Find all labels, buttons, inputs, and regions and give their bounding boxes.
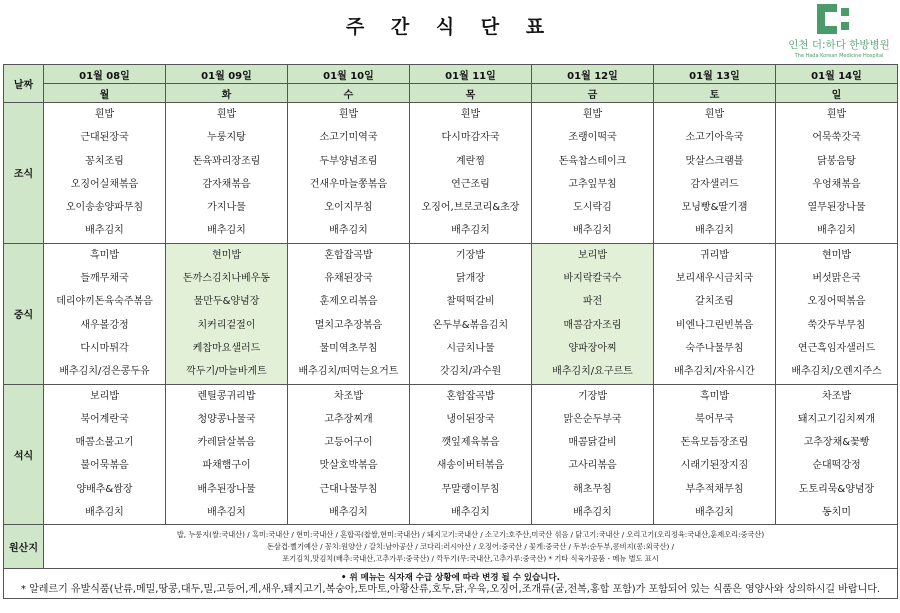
menu-item: 배추김치 — [695, 225, 734, 237]
menu-item: 무말랭이무침 — [441, 483, 500, 495]
menu-item: 버섯맑은국 — [812, 273, 861, 285]
menu-item: 보리밥 — [90, 390, 119, 402]
menu-item: 소고기미역국 — [319, 132, 378, 144]
breakfast-day-cell — [166, 103, 288, 244]
menu-item: 모닝빵&딸기잼 — [681, 202, 748, 214]
lunch-day-cell — [44, 243, 166, 384]
menu-item: 흰밥 — [826, 109, 847, 120]
menu-item: 혼합잡곡밥 — [324, 249, 373, 261]
menu-item: 매콤감자조림 — [563, 319, 622, 331]
menu-item: 바지락칼국수 — [563, 273, 622, 285]
menu-item: 깍두기/마늘바게트 — [186, 366, 267, 378]
menu-item: 돼지고기김치찌개 — [797, 413, 876, 425]
weekday-cell: 화 — [166, 84, 288, 103]
menu-item: 멸치고추장볶음 — [314, 319, 383, 331]
breakfast-day-cell — [532, 103, 654, 244]
menu-item: 닭개장 — [456, 273, 485, 285]
breakfast-label: 조식 — [4, 103, 44, 244]
menu-item: 유채된장국 — [324, 273, 373, 285]
menu-item: 해초무침 — [573, 483, 612, 495]
menu-item: 맑은순두부국 — [563, 413, 622, 425]
menu-item: 흰밥 — [704, 109, 725, 120]
menu-item: 연근흑임자샐러드 — [797, 342, 876, 354]
menu-item: 고사리볶음 — [568, 460, 617, 472]
menu-item: 고추장찌개 — [324, 413, 373, 425]
menu-item: 배추김치 — [573, 507, 612, 519]
lunch-label: 중식 — [4, 243, 44, 384]
menu-item: 어묵쑥갓국 — [812, 132, 861, 144]
menu-item: 배추김치 — [695, 507, 734, 519]
notice-row — [4, 569, 898, 599]
date-cell: 01월 10일 — [288, 65, 410, 84]
menu-item: 고추장채&꽃빵 — [803, 437, 870, 449]
dinner-row — [4, 384, 898, 525]
menu-item: 배추김치/떠먹는요거트 — [298, 366, 399, 378]
menu-item: 오이송송양파무침 — [65, 202, 144, 214]
menu-item: 양파장아찌 — [568, 342, 617, 354]
menu-item: 비엔나그린빈볶음 — [675, 319, 754, 331]
menu-item: 북어무국 — [695, 413, 734, 425]
menu-item: 꽁치조림 — [85, 155, 124, 167]
lunch-day-cell — [776, 243, 898, 384]
menu-item: 누룽지탕 — [207, 132, 246, 144]
lunch-day-cell — [654, 243, 776, 384]
menu-item: 배추된장나물 — [197, 483, 256, 495]
menu-item: 고추잎무침 — [568, 178, 617, 190]
menu-item: 쑥갓두부무침 — [807, 319, 866, 331]
menu-item: 귀리밥 — [700, 249, 729, 261]
menu-item: 배추김치 — [817, 225, 856, 237]
menu-item: 열무된장나물 — [807, 202, 866, 214]
notice-main: • 위 메뉴는 식자재 수급 상황에 따라 변경 될 수 있습니다. — [341, 572, 560, 583]
menu-item: 흑미밥 — [90, 249, 119, 261]
menu-item: 보리밥 — [578, 249, 607, 261]
menu-item: 배추김치 — [573, 225, 612, 237]
menu-item: 파전 — [582, 296, 603, 308]
menu-item: 배추김치 — [329, 507, 368, 519]
hospital-logo — [779, 2, 899, 64]
menu-item: 계란찜 — [456, 155, 485, 167]
menu-item: 배추김치 — [451, 225, 490, 237]
menu-item: 돈육꽈리장조림 — [192, 155, 261, 167]
menu-item: 훈제오리볶음 — [319, 296, 378, 308]
menu-item: 배추김치 — [451, 507, 490, 519]
origin-line: 밥, 누룽지(쌀:국내산) / 흑미:국내산 / 현미:국내산 / 혼합곡(찹쌀,현미:국내산) / 돼지고기:국내산 / 소고기:호주산,미국산 섞음 / 닭고기:국내산 / 오리고기(오리정육:국내산,훈제오리:중국산) — [176, 529, 765, 539]
menu-item: 흰밥 — [582, 109, 603, 120]
menu-item: 냉이된장국 — [446, 413, 495, 425]
date-cell: 01월 08일 — [44, 65, 166, 84]
dinner-day-cell — [166, 384, 288, 525]
weekday-cell: 금 — [532, 84, 654, 103]
dinner-day-cell — [44, 384, 166, 525]
menu-item: 배추김치 — [207, 225, 246, 237]
menu-item: 건새우마늘쫑볶음 — [309, 178, 388, 190]
lunch-day-cell — [410, 243, 532, 384]
menu-item: 도토리묵&양념장 — [798, 483, 875, 495]
page-title: 주 간 식 단 표 — [345, 16, 555, 38]
date-row — [4, 65, 898, 84]
origin-info — [44, 525, 898, 569]
menu-item: 순대떡강정 — [812, 460, 861, 472]
breakfast-day-cell — [776, 103, 898, 244]
weekday-cell: 월 — [44, 84, 166, 103]
menu-item: 배추김치/요구르트 — [552, 366, 633, 378]
menu-item: 시금치나물 — [446, 342, 495, 354]
lunch-day-cell — [532, 243, 654, 384]
menu-item: 감자채볶음 — [202, 178, 251, 190]
menu-item: 흰밥 — [460, 109, 481, 120]
menu-item: 돈육찹스테이크 — [558, 155, 627, 167]
menu-item: 기장밥 — [456, 249, 485, 261]
menu-item: 현미밥 — [822, 249, 851, 261]
origin-row — [4, 525, 898, 569]
menu-item: 배추김치 — [85, 507, 124, 519]
lunch-day-cell — [166, 243, 288, 384]
menu-item: 오징어떡볶음 — [807, 296, 866, 308]
menu-item: 두부양념조림 — [319, 155, 378, 167]
menu-item: 오징어,브로코리&초장 — [421, 202, 520, 214]
menu-item: 온두부&볶음김치 — [432, 319, 509, 331]
menu-item: 닭봉음탕 — [817, 155, 856, 167]
origin-line: 포기김치,맛김치(배추:국내산,고추가루:중국산) / 깍두기(무:국내산,고추가루:중국산) * 기타 식육가공품 - 메뉴 별도 표시 — [282, 553, 659, 563]
menu-item: 북어계란국 — [80, 413, 129, 425]
menu-item: 흰밥 — [94, 109, 115, 120]
menu-item: 가지나물 — [207, 202, 246, 214]
menu-item: 돈까스김치나베우동 — [183, 273, 270, 285]
menu-item: 돈육모듬장조림 — [680, 437, 749, 449]
menu-item: 부추적채무침 — [685, 483, 744, 495]
menu-item: 차조밥 — [334, 390, 363, 402]
menu-item: 배추김치 — [207, 507, 246, 519]
menu-item: 기장밥 — [578, 390, 607, 402]
date-cell: 01월 09일 — [166, 65, 288, 84]
menu-item: 흰밥 — [216, 109, 237, 120]
date-cell: 01월 13일 — [654, 65, 776, 84]
menu-item: 근대나물무침 — [319, 483, 378, 495]
lunch-row — [4, 243, 898, 384]
menu-item: 파채햄구이 — [202, 460, 251, 472]
weekly-menu-table — [3, 64, 898, 599]
menu-item: 소고기아욱국 — [685, 132, 744, 144]
menu-item: 배추김치/자유시간 — [674, 366, 755, 378]
menu-item: 치커리겉절이 — [197, 319, 256, 331]
menu-item: 시래기된장지짐 — [680, 460, 749, 472]
menu-item: 혼합잡곡밥 — [446, 390, 495, 402]
date-cell: 01월 12일 — [532, 65, 654, 84]
weekday-row — [4, 84, 898, 103]
menu-item: 물미역초무침 — [319, 342, 378, 354]
logo-mark-icon — [817, 4, 857, 34]
menu-item: 감자샐러드 — [690, 178, 739, 190]
lunch-day-cell — [288, 243, 410, 384]
breakfast-day-cell — [288, 103, 410, 244]
menu-item: 찰떡떡갈비 — [446, 296, 495, 308]
menu-item: 조랭이떡국 — [568, 132, 617, 144]
menu-item: 매콤닭갈비 — [568, 437, 617, 449]
menu-item: 데리야끼돈육숙주볶음 — [56, 296, 153, 308]
menu-item: 갓김치/과수원 — [439, 366, 502, 378]
menu-item: 깻잎제육볶음 — [441, 437, 500, 449]
menu-item: 현미밥 — [212, 249, 241, 261]
allergy-notice: * 알레르기 유발식품(난류,메밀,땅콩,대두,밀,고등어,게,새우,돼지고기,복숭아,토마토,아황산류,호두,닭,우육,오징어,조개류(굴,전복,홍합 포함)가 포함되어 있는 식품은 영양사와 상의하시길 바랍니다. — [20, 583, 881, 595]
menu-item: 케찹마요샐러드 — [192, 342, 261, 354]
menu-item: 렌틸콩귀리밥 — [197, 390, 256, 402]
dinner-label: 석식 — [4, 384, 44, 525]
logo-subtitle: The Hada Korean Medicine Hospital — [794, 53, 884, 59]
menu-item: 숙주나물무침 — [685, 342, 744, 354]
menu-item: 동치미 — [822, 507, 851, 519]
menu-item: 다시마감자국 — [441, 132, 500, 144]
menu-item: 갈치조림 — [695, 296, 734, 308]
menu-item: 연근조림 — [451, 178, 490, 190]
notice-box — [4, 569, 898, 599]
menu-item: 물만두&양념장 — [193, 296, 260, 308]
menu-item: 새우볼강정 — [80, 319, 129, 331]
weekday-cell: 토 — [654, 84, 776, 103]
menu-item: 우엉채볶음 — [812, 178, 861, 190]
menu-item: 배추김치/검은콩두유 — [59, 366, 150, 378]
menu-item: 들깨무채국 — [80, 273, 129, 285]
menu-item: 양배추&쌈장 — [76, 483, 133, 495]
menu-item: 청양콩나물국 — [197, 413, 256, 425]
weekday-cell: 일 — [776, 84, 898, 103]
menu-item: 근대된장국 — [80, 132, 129, 144]
dinner-day-cell — [410, 384, 532, 525]
origin-label: 원산지 — [4, 525, 44, 569]
dinner-day-cell — [654, 384, 776, 525]
menu-item: 배추김치 — [329, 225, 368, 237]
menu-item: 오이지무침 — [324, 202, 373, 214]
logo-name: 인천 더:하다 한방병원 — [788, 39, 890, 51]
breakfast-day-cell — [410, 103, 532, 244]
date-cell: 01월 14일 — [776, 65, 898, 84]
menu-item: 차조밥 — [822, 390, 851, 402]
menu-item: 배추김치 — [85, 225, 124, 237]
dinner-day-cell — [532, 384, 654, 525]
weekday-cell: 목 — [410, 84, 532, 103]
origin-line: 돈삼겹·삘기예산 / 꽁치:원양산 / 갈치:남아공산 / 코다리:러시아산 / 오징어:중국산 / 꽃게:중국산 / 두부:순두부,콩비지(콩:외국산) / — [266, 541, 675, 551]
menu-item: 흑미밥 — [700, 390, 729, 402]
breakfast-row — [4, 103, 898, 244]
menu-item: 배추김치/오렌지주스 — [791, 366, 882, 378]
menu-item: 보리새우시금치국 — [675, 273, 754, 285]
breakfast-day-cell — [44, 103, 166, 244]
dinner-day-cell — [288, 384, 410, 525]
menu-item: 맛살스크램블 — [685, 155, 744, 167]
menu-item: 매콤소불고기 — [75, 437, 134, 449]
menu-item: 고등어구이 — [324, 437, 373, 449]
date-label: 날짜 — [4, 65, 44, 103]
menu-item: 맛살호박볶음 — [319, 460, 378, 472]
menu-item: 카레닭살볶음 — [197, 437, 256, 449]
breakfast-day-cell — [654, 103, 776, 244]
menu-item: 다시마튀각 — [80, 342, 129, 354]
menu-item: 불어묵볶음 — [80, 460, 129, 472]
date-cell: 01월 11일 — [410, 65, 532, 84]
menu-item: 새송이버터볶음 — [436, 460, 505, 472]
menu-item: 오징어실채볶음 — [70, 178, 139, 190]
dinner-day-cell — [776, 384, 898, 525]
menu-item: 도시락김 — [573, 202, 612, 214]
weekday-cell: 수 — [288, 84, 410, 103]
menu-item: 흰밥 — [338, 109, 359, 120]
